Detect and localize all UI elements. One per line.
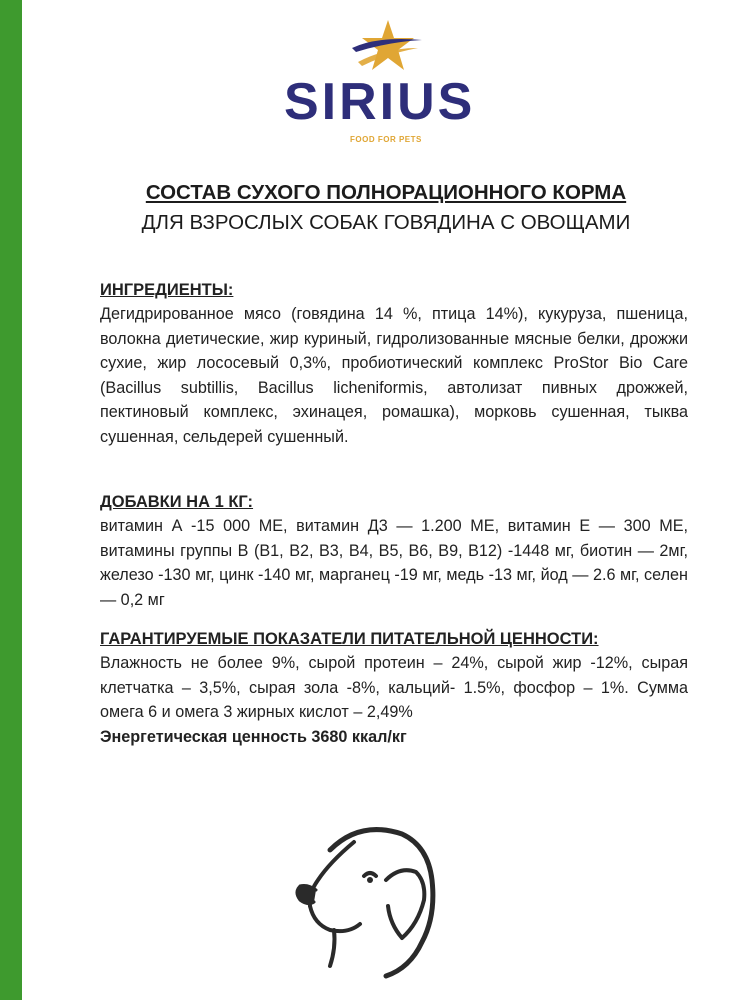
- brand-logo: [270, 18, 510, 144]
- ingredients-section: [100, 278, 688, 449]
- nutrition-heading: ГАРАНТИРУЕМЫЕ ПОКАЗАТЕЛИ ПИТАТЕЛЬНОЙ ЦЕННОСТИ:: [100, 630, 599, 648]
- nutrition-section: [100, 627, 688, 749]
- dog-head-icon: [290, 820, 450, 980]
- energy-value: Энергетическая ценность 3680 ккал/кг: [100, 727, 407, 746]
- green-side-bar: [0, 0, 22, 1000]
- additives-heading: ДОБАВКИ НА 1 КГ:: [100, 493, 254, 511]
- ingredients-heading: ИНГРЕДИЕНТЫ:: [100, 281, 234, 299]
- nutrition-text: Влажность не более 9%, сырой протеин – 24%, сырой жир -12%, сырая клетчатка – 3,5%, сырая зола -8%, кальций- 1.5%, фосфор – 1%. Сумма омега 6 и омега 3 жирных кислот – 2,49%: [100, 654, 688, 721]
- title-line-1: СОСТАВ СУХОГО ПОЛНОРАЦИОННОГО КОРМА: [145, 181, 627, 204]
- star-swoosh-icon: [348, 18, 424, 78]
- brand-tagline: FOOD FOR PETS: [350, 135, 422, 144]
- title-line-2: ДЛЯ ВЗРОСЛЫХ СОБАК ГОВЯДИНА С ОВОЩАМИ: [141, 211, 631, 234]
- ingredients-text: Дегидрированное мясо (говядина 14 %, птица 14%), кукуруза, пшеница, волокна диетические, жир куриный, гидролизованные мясные белки, дрожжи сухие, жир лососевый 0,3%, пробиотический комплекс ProStor Bio Care (Bacillus subtillis, Bacillus licheniformis, автолизат пивных дрожжей, пектиновый комплекс, эхинацея, ромашка), морковь сушенная, тыква сушенная, сельдерей сушенный.: [100, 305, 688, 446]
- page-title: [22, 178, 750, 238]
- brand-name: SIRIUS: [284, 73, 476, 131]
- additives-text: витамин А -15 000 МЕ, витамин Д3 — 1.200 МЕ, витамин Е — 300 МЕ, витамины группы В (В1, В2, В3, В4, В5, В6, В9, В12) -1448 мг, биотин — 2мг, железо -130 мг, цинк -140 мг, марганец -19 мг, медь -13 мг, йод — 2.6 мг, селен — 0,2 мг: [100, 517, 688, 609]
- additives-section: [100, 490, 688, 612]
